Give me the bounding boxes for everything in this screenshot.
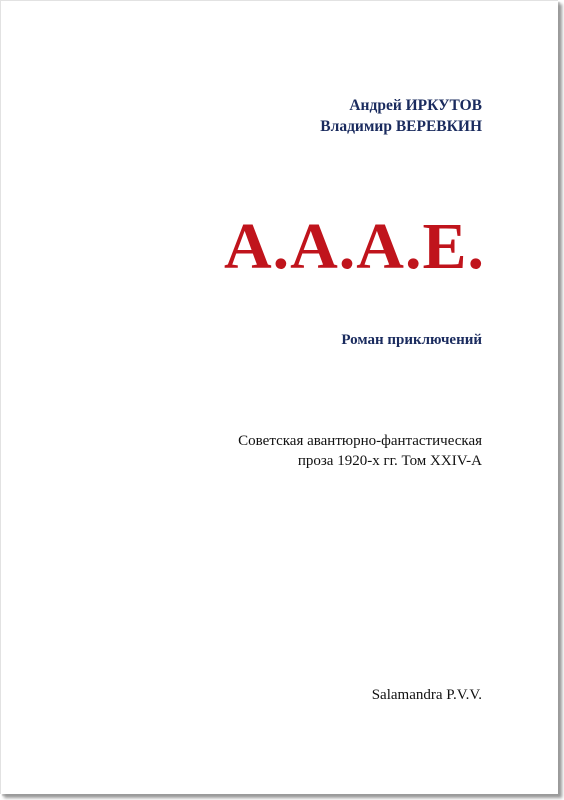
authors [320,95,482,137]
series-line-2: проза 1920-х гг. Том XXIV-А [297,453,482,469]
series-line-1: Советская авантюрно-фантастическая [238,433,482,449]
publisher: Salamandra P.V.V. [371,687,482,703]
book-subtitle: Роман приключений [341,332,482,348]
author-1: Андрей ИРКУТОВ [349,97,482,114]
author-2: Владимир ВЕРЕВКИН [320,118,482,135]
series-info [238,431,482,471]
book-title: А.А.А.Е. [223,210,485,283]
